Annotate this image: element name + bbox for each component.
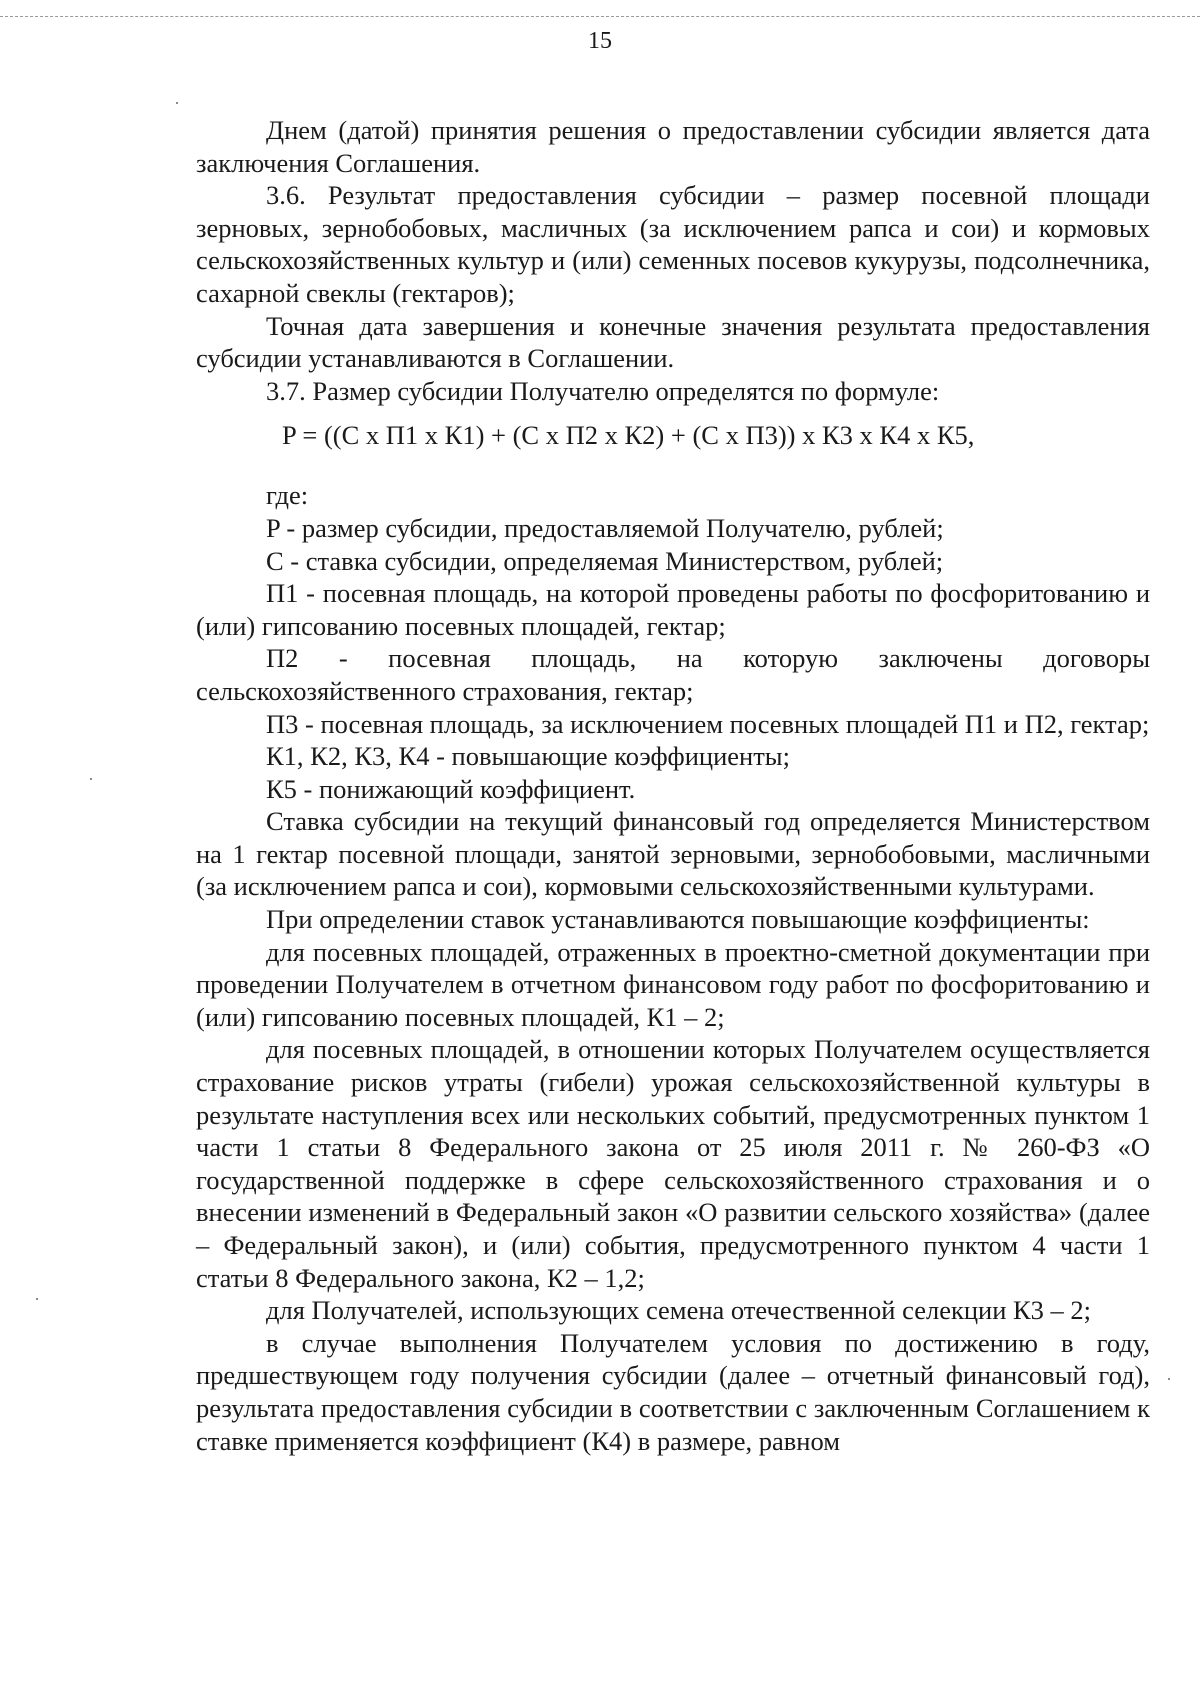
document-body	[196, 114, 1150, 1457]
scan-speck	[36, 1298, 38, 1300]
paragraph-k3: для Получателей, использующих семена отечественной селекции К3 – 2;	[266, 1295, 1092, 1326]
paragraph-3-7-formula-intro: 3.7. Размер субсидии Получателю определятся по формуле:	[266, 375, 940, 406]
spacer	[196, 453, 1150, 479]
definition-k1-k4: К1, К2, К3, К4 - повышающие коэффициенты;	[266, 741, 790, 772]
scan-speck	[176, 102, 178, 104]
definition-p3: П3 - посевная площадь, за исключением посевных площадей П1 и П2, гектар;	[266, 708, 1150, 739]
definition-p: P - размер субсидии, предоставляемой Получателю, рублей;	[266, 512, 944, 543]
paragraph-decision-date: Днем (датой) принятия решения о предоставлении субсидии является дата заключения Соглашения.	[196, 115, 1150, 178]
paragraph-k4: в случае выполнения Получателем условия по достижению в году, предшествующем году получения субсидии (далее – отчетный финансовый год), результата предоставления субсидии в соответствии с заключенным Соглашением к ставке применяется коэффициент (К4) в размере, равном	[196, 1327, 1150, 1456]
paragraph-3-6-result: 3.6. Результат предоставления субсидии – размер посевной площади зерновых, зернобобовых, масличных (за исключением рапса и сои) и кормовых сельскохозяйственных культур и (или) семенных посевов кукурузы, подсолнечника, сахарной свеклы (гектаров);	[196, 180, 1150, 308]
definition-c: С - ставка субсидии, определяемая Министерством, рублей;	[266, 545, 944, 576]
paragraph-exact-date: Точная дата завершения и конечные значения результата предоставления субсидии устанавливаются в Соглашении.	[196, 310, 1150, 374]
scan-speck	[90, 778, 92, 780]
paragraph-k2: для посевных площадей, в отношении которых Получателем осуществляется страхование рисков утраты (гибели) урожая сельскохозяйственной культуры в результате наступления всех или нескольких событий, предусмотренных пунктом 1 части 1 статьи 8 Федерального закона от 25 июля 2011 г. № 260-ФЗ «О государственной поддержке в сфере сельскохозяйственного страхования и о внесении изменений в Федеральный закон «О развитии сельского хозяйства» (далее – Федеральный закон), и (или) события, предусмотренного пунктом 4 части 1 статьи 8 Федерального закона, К2 – 1,2;	[196, 1034, 1150, 1293]
paragraph-k1: для посевных площадей, отраженных в проектно-сметной документации при проведении Получателем в отчетном финансовом году работ по фосфоритованию и (или) гипсованию посевных площадей, К1 – 2;	[196, 936, 1150, 1032]
scan-top-border	[0, 16, 1200, 17]
page-number: 15	[588, 28, 612, 54]
paragraph-rate: Ставка субсидии на текущий финансовый год определяется Министерством на 1 гектар посевной площади, занятой зерновыми, зернобобовыми, масличными (за исключением рапса и сои), кормовыми сельскохозяйственными культурами.	[196, 806, 1150, 902]
scan-speck	[1168, 1378, 1170, 1380]
definition-k5: К5 - понижающий коэффициент.	[266, 773, 636, 804]
paragraph-coefficients-intro: При определении ставок устанавливаются повышающие коэффициенты:	[266, 904, 1090, 935]
definition-p2: П2 - посевная площадь, на которую заключены договоры сельскохозяйственного страхования, гектар;	[196, 643, 1150, 706]
definition-p1: П1 - посевная площадь, на которой проведены работы по фосфоритованию и (или) гипсованию посевных площадей, гектар;	[196, 578, 1150, 641]
paragraph-where: где:	[266, 480, 309, 511]
subsidy-formula: P = ((С х П1 х К1) + (С х П2 х К2) + (С х П3)) х К3 х К4 х К5,	[282, 420, 975, 451]
